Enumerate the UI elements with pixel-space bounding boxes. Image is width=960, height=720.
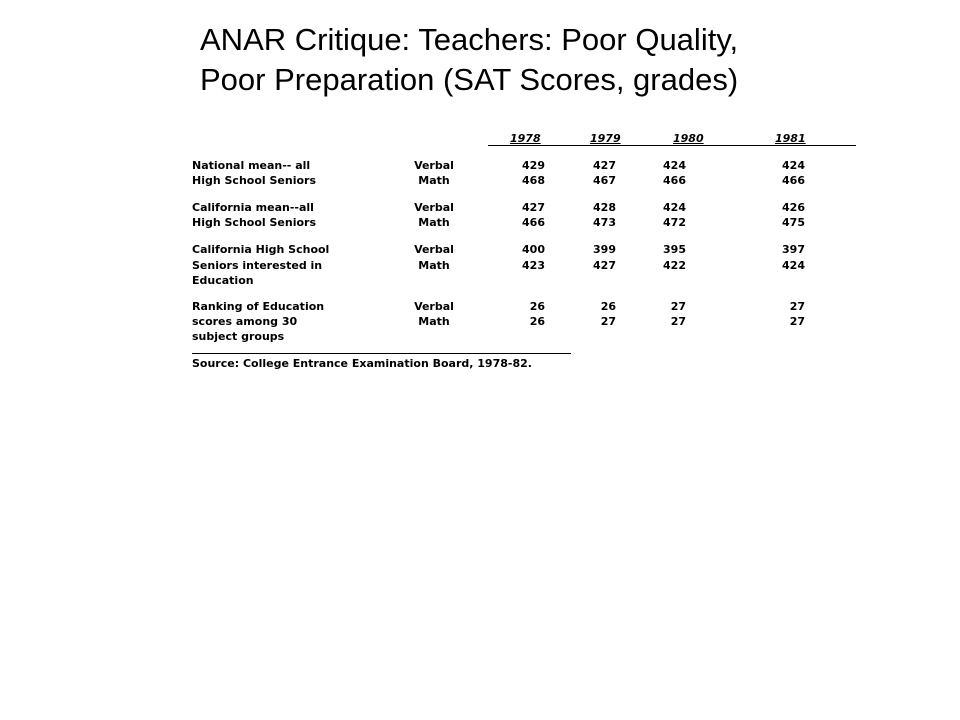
year-header-1979: 1979	[590, 132, 621, 145]
header-rule	[488, 145, 856, 146]
row-label: California mean--all	[192, 201, 314, 214]
row-label: Seniors interested in	[192, 259, 323, 272]
source-note: Source: College Entrance Examination Board, 1978-82.	[192, 357, 532, 370]
table-cell: 399	[593, 243, 616, 256]
table-cell: 429	[522, 159, 545, 172]
table-row	[192, 299, 862, 314]
table-cell: 27	[670, 300, 686, 313]
table-row	[192, 173, 862, 188]
table-cell: 423	[522, 259, 545, 272]
table-cell: 466	[782, 174, 805, 187]
table-cell: 424	[782, 159, 805, 172]
year-header-1978: 1978	[510, 132, 541, 145]
row-label: High School Seniors	[192, 174, 317, 187]
table-cell: 26	[529, 315, 545, 328]
source-rule	[192, 353, 571, 354]
table-cell: 400	[522, 243, 545, 256]
row-label: subject groups	[192, 330, 285, 343]
table-cell: 428	[593, 201, 616, 214]
row-label: scores among 30	[192, 315, 298, 328]
table-cell: 475	[782, 216, 805, 229]
row-label: Education	[192, 274, 254, 287]
table-cell: 424	[663, 201, 686, 214]
measure-label: Math	[418, 174, 450, 187]
measure-label: Verbal	[414, 201, 454, 214]
table-cell: 26	[600, 300, 616, 313]
measure-label: Math	[418, 259, 450, 272]
table-cell: 468	[522, 174, 545, 187]
table-cell: 27	[600, 315, 616, 328]
table-cell: 27	[789, 315, 805, 328]
table-cell: 27	[670, 315, 686, 328]
table-cell: 397	[782, 243, 805, 256]
table-row	[192, 215, 862, 230]
table-cell: 473	[593, 216, 616, 229]
table-cell: 472	[663, 216, 686, 229]
table-cell: 426	[782, 201, 805, 214]
table-row	[192, 314, 862, 329]
table-cell: 27	[789, 300, 805, 313]
table-cell: 26	[529, 300, 545, 313]
measure-label: Math	[418, 216, 450, 229]
row-label: National mean-- all	[192, 159, 311, 172]
year-header-1981: 1981	[775, 132, 806, 145]
table-cell: 466	[522, 216, 545, 229]
table-cell: 427	[593, 159, 616, 172]
table-row	[192, 158, 862, 173]
table-cell: 427	[522, 201, 545, 214]
table-cell: 424	[782, 259, 805, 272]
slide-title-line-1: ANAR Critique: Teachers: Poor Quality,	[200, 22, 739, 57]
table-cell: 467	[593, 174, 616, 187]
year-header-1980: 1980	[673, 132, 704, 145]
table-cell: 422	[663, 259, 686, 272]
row-label: California High School	[192, 243, 330, 256]
table-cell: 424	[663, 159, 686, 172]
table-cell: 427	[593, 259, 616, 272]
measure-label: Verbal	[414, 159, 454, 172]
measure-label: Math	[418, 315, 450, 328]
table-row	[192, 242, 862, 257]
row-label: High School Seniors	[192, 216, 317, 229]
table-row	[192, 258, 862, 273]
slide-title-line-2: Poor Preparation (SAT Scores, grades)	[200, 62, 739, 97]
measure-label: Verbal	[414, 243, 454, 256]
measure-label: Verbal	[414, 300, 454, 313]
table-row	[192, 200, 862, 215]
row-label: Ranking of Education	[192, 300, 325, 313]
table-cell: 466	[663, 174, 686, 187]
slide-title	[200, 20, 900, 100]
table-cell: 395	[663, 243, 686, 256]
